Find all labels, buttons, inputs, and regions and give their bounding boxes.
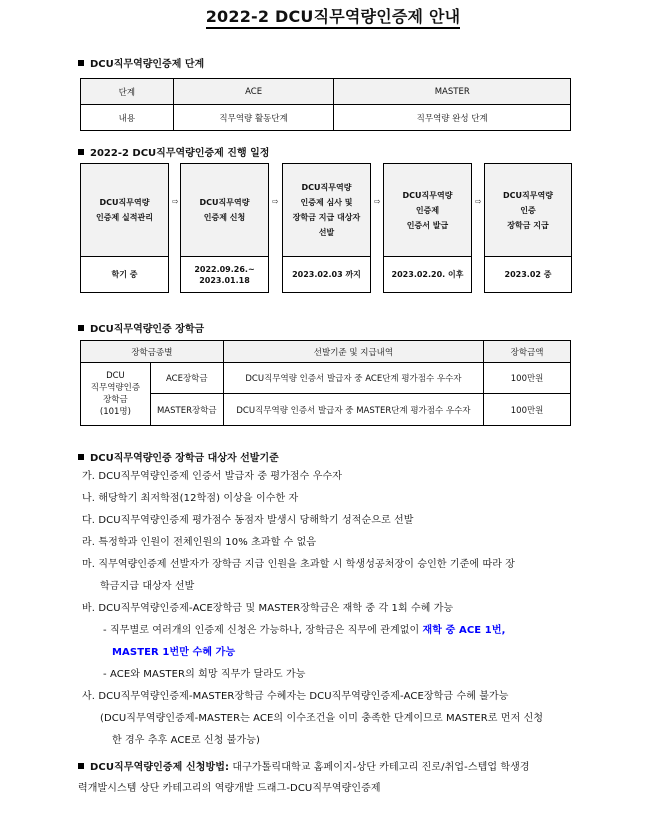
step-date: 2023.02.20. 이후 [391, 270, 464, 279]
stages-cell: 내용 [81, 105, 174, 131]
criteria-item-continued: 학금지급 대상자 선발 [100, 581, 195, 592]
scholarship-amount-cell: 100만원 [484, 394, 571, 426]
step-date: 2023.02 중 [504, 270, 552, 279]
scholarship-criteria-cell: DCU직무역량 인증서 발급자 중 MASTER단계 평가점수 우수자 [223, 394, 483, 426]
step-title: 장학금 지급 [507, 220, 549, 230]
schedule-step [383, 163, 472, 293]
step-date: 2023.02.03 까지 [292, 270, 361, 279]
step-title: 선발 [318, 228, 335, 237]
scholarship-amount-cell: 100만원 [484, 363, 571, 394]
stages-cell: 직무역량 완성 단계 [334, 105, 571, 131]
step-date: 2022.09.26.~ [194, 264, 255, 274]
stages-header-cell: 단계 [81, 79, 174, 105]
schedule-step [180, 163, 269, 293]
highlight-text: MASTER 1번만 수혜 가능 [112, 647, 236, 658]
stages-header-cell: ACE [173, 79, 334, 105]
criteria-item: 다. DCU직무역량인증제 평가점수 동점자 발생시 당해학기 성적순으로 선발 [82, 515, 414, 526]
schedule-step [80, 163, 169, 293]
step-title: DCU직무역량 [402, 190, 453, 200]
step-title: DCU직무역량 [503, 190, 553, 200]
arrow-icon: ⇨ [272, 197, 279, 206]
criteria-item: 나. 해당학기 최저학점(12학점) 이상을 이수한 자 [82, 493, 299, 504]
page-title: 2022-2 DCU직무역량인증제 안내 [0, 4, 666, 27]
highlight-text: 재학 중 ACE 1번, [422, 625, 506, 636]
section-heading-stages: DCU직무역량인증제 단계 [78, 55, 204, 70]
application-method: DCU직무역량인증제 신청방법: 대구가톨릭대학교 홈페이지-상단 카테고리 진로/취업-스텝업 학생경 [78, 758, 530, 773]
scholarship-header-cell: 선발기준 및 지급내역 [223, 341, 483, 363]
criteria-item: 가. DCU직무역량인증제 인증서 발급자 중 평가점수 우수자 [82, 471, 342, 482]
stages-header-cell: MASTER [334, 79, 571, 105]
section-heading-schedule: 2022-2 DCU직무역량인증제 진행 일정 [78, 144, 269, 159]
scholarship-group-cell: DCU 직무역량인증 장학금 (101명) [81, 363, 151, 426]
scholarship-type-cell: MASTER장학금 [150, 394, 223, 426]
scholarship-table [80, 340, 571, 426]
scholarship-header-cell: 장학금종별 [81, 341, 224, 363]
step-date: 2023.01.18 [199, 275, 250, 285]
section-heading-criteria: DCU직무역량인증 장학금 대상자 선발기준 [78, 449, 279, 464]
criteria-note: (DCU직무역량인증제-MASTER는 ACE의 이수조건을 이미 충족한 단계이므로 MASTER로 먼저 신청 [100, 713, 544, 724]
section-heading-scholarship: DCU직무역량인증 장학금 [78, 320, 204, 335]
criteria-subitem: - ACE와 MASTER의 희망 직무가 달라도 가능 [103, 669, 306, 680]
scholarship-type-cell: ACE장학금 [150, 363, 223, 394]
criteria-item: 바. DCU직무역량인증제-ACE장학금 및 MASTER장학금은 재학 중 각 1회 수혜 가능 [82, 603, 454, 614]
scholarship-header-cell: 장학금액 [484, 341, 571, 363]
schedule-step [282, 163, 371, 293]
arrow-icon: ⇨ [374, 197, 381, 206]
step-title: 인증제 신청 [203, 213, 246, 222]
arrow-icon: ⇨ [475, 197, 482, 206]
criteria-item: 마. 직무역량인증제 선발자가 장학금 지급 인원을 초과할 시 학생성공처장이 승인한 기준에 따라 장 [82, 559, 516, 570]
criteria-item: 라. 특정학과 인원이 전체인원의 10% 초과할 수 없음 [82, 537, 317, 548]
step-title: DCU직무역량 [199, 198, 250, 207]
step-title: 장학금 지급 대상자 [292, 213, 361, 222]
step-title: 인증제 [415, 205, 440, 215]
step-date: 학기 중 [111, 270, 138, 279]
step-title: 인증서 발급 [406, 220, 449, 230]
step-title: DCU직무역량 [99, 198, 150, 207]
application-method-label: DCU직무역량인증제 신청방법: [90, 762, 230, 773]
application-method-continued: 력개발시스템 상단 카테고리의 역량개발 드래그-DCU직무역량인증제 [78, 783, 381, 794]
step-title: 인증제 실적관리 [96, 213, 153, 222]
step-title: 인증제 심사 및 [300, 198, 353, 207]
arrow-icon: ⇨ [172, 197, 179, 206]
step-title: DCU직무역량 [301, 183, 352, 192]
schedule-step [484, 163, 572, 293]
stages-cell: 직무역량 활동단계 [173, 105, 334, 131]
criteria-subitem: - 직무별로 여러개의 인증제 신청은 가능하나, 장학금은 직무에 관계없이 재학 중 ACE 1번, [103, 625, 506, 636]
step-title: 인증 [520, 205, 536, 215]
criteria-item: 사. DCU직무역량인증제-MASTER장학금 수혜자는 DCU직무역량인증제-ACE장학금 수혜 불가능 [82, 691, 509, 702]
stages-table [80, 78, 571, 131]
scholarship-criteria-cell: DCU직무역량 인증서 발급자 중 ACE단계 평가점수 우수자 [223, 363, 483, 394]
criteria-note: 한 경우 추후 ACE로 신청 불가능) [112, 735, 261, 746]
